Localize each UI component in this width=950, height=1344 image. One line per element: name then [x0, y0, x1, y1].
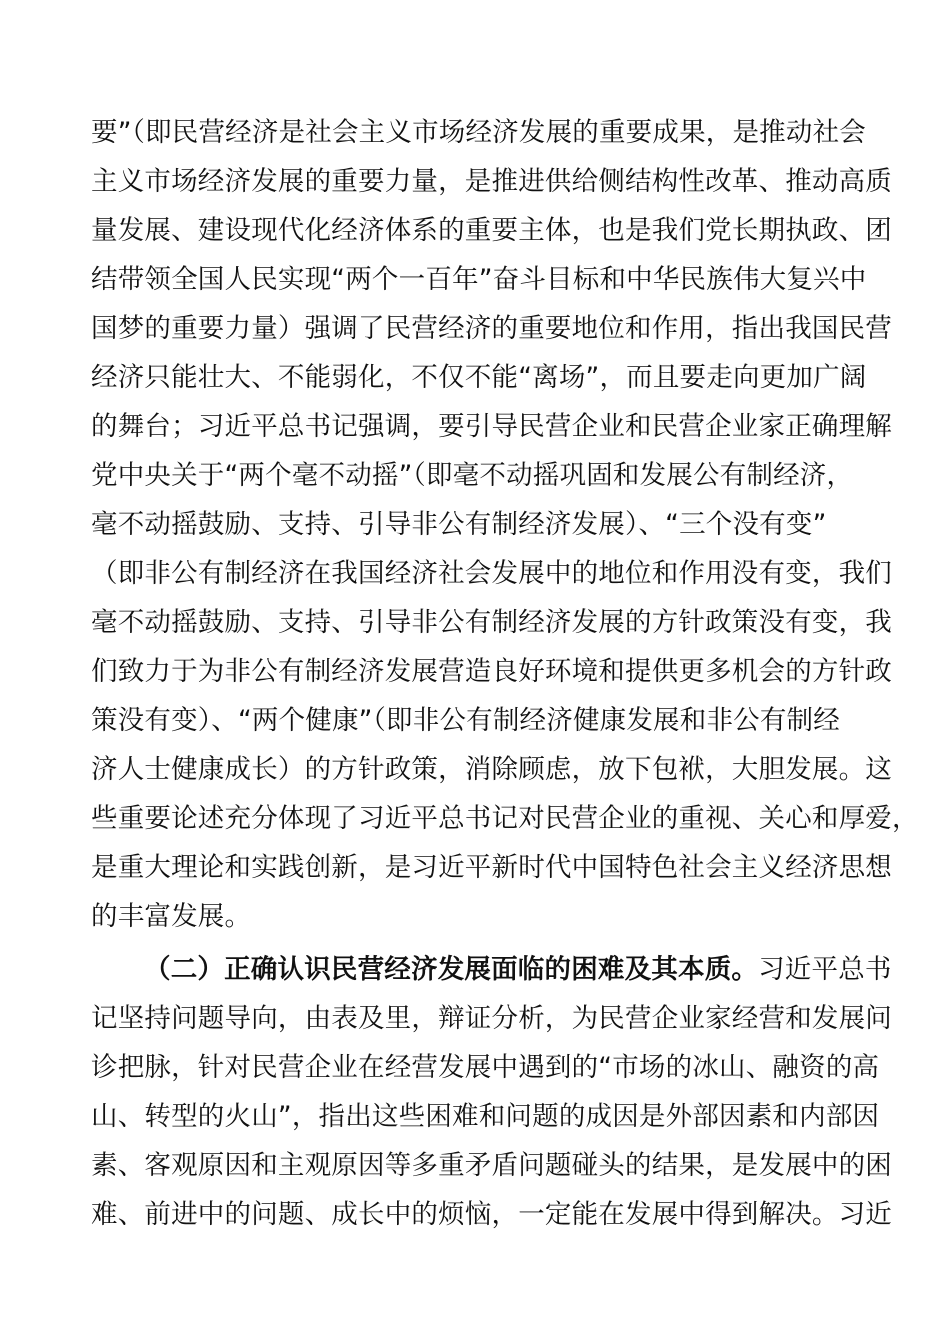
- paragraph-line: 主义市场经济发展的重要力量，是推进供给侧结构性改革、推动高质: [91, 166, 892, 197]
- paragraph-line: 党中央关于“两个毫不动摇”（即毫不动摇巩固和发展公有制经济，: [91, 460, 854, 491]
- paragraph-line: 素、客观原因和主观原因等多重矛盾问题碰头的结果，是发展中的困: [91, 1150, 892, 1181]
- paragraph-line: 难、前进中的问题、成长中的烦恼，一定能在发展中得到解决。习近: [91, 1199, 892, 1230]
- paragraph-line: 山、转型的火山”，指出这些困难和问题的成因是外部因素和内部因: [91, 1101, 880, 1132]
- paragraph-line: 毫不动摇鼓励、支持、引导非公有制经济发展的方针政策没有变，我: [91, 607, 892, 638]
- paragraph-line: 的舞台；习近平总书记强调，要引导民营企业和民营企业家正确理解: [91, 411, 892, 442]
- section-2-heading: （二）正确认识民营经济发展面临的困难及其本质。: [144, 954, 759, 985]
- section-2-first-line: [144, 945, 892, 994]
- paragraph-line: 经济只能壮大、不能弱化，不仅不能“离场”，而且要走向更加广阔: [91, 362, 867, 393]
- paragraph-line: 策没有变）、“两个健康”（即非公有制经济健康发展和非公有制经: [91, 705, 840, 736]
- paragraph-line: （即非公有制经济在我国经济社会发展中的地位和作用没有变，我们: [91, 558, 892, 589]
- paragraph-line: 的丰富发展。: [91, 901, 252, 932]
- paragraph-line: 济人士健康成长）的方针政策，消除顾虑，放下包袱，大胆发展。这: [91, 754, 892, 785]
- paragraph-line: 量发展、建设现代化经济体系的重要主体，也是我们党长期执政、团: [91, 215, 892, 246]
- paragraph-line: 是重大理论和实践创新，是习近平新时代中国特色社会主义经济思想: [91, 852, 892, 883]
- paragraph-line: 国梦的重要力量）强调了民营经济的重要地位和作用，指出我国民营: [91, 313, 892, 344]
- paragraph-line: 毫不动摇鼓励、支持、引导非公有制经济发展）、“三个没有变”: [91, 509, 827, 540]
- paragraph-line: 记坚持问题导向，由表及里，辩证分析，为民营企业家经营和发展问: [91, 1003, 892, 1034]
- section-2-first-line-text: 习近平总书: [758, 954, 892, 985]
- paragraph-line: 结带领全国人民实现“两个一百年”奋斗目标和中华民族伟大复兴中: [91, 264, 867, 295]
- paragraph-line: 些重要论述充分体现了习近平总书记对民营企业的重视、关心和厚爱，: [91, 803, 919, 834]
- paragraph-line: 们致力于为非公有制经济发展营造良好环境和提供更多机会的方针政: [91, 656, 892, 687]
- paragraph-line: 诊把脉，针对民营企业在经营发展中遇到的“市场的冰山、融资的高: [91, 1052, 880, 1083]
- paragraph-line: 要”（即民营经济是社会主义市场经济发展的重要成果，是推动社会: [91, 117, 866, 148]
